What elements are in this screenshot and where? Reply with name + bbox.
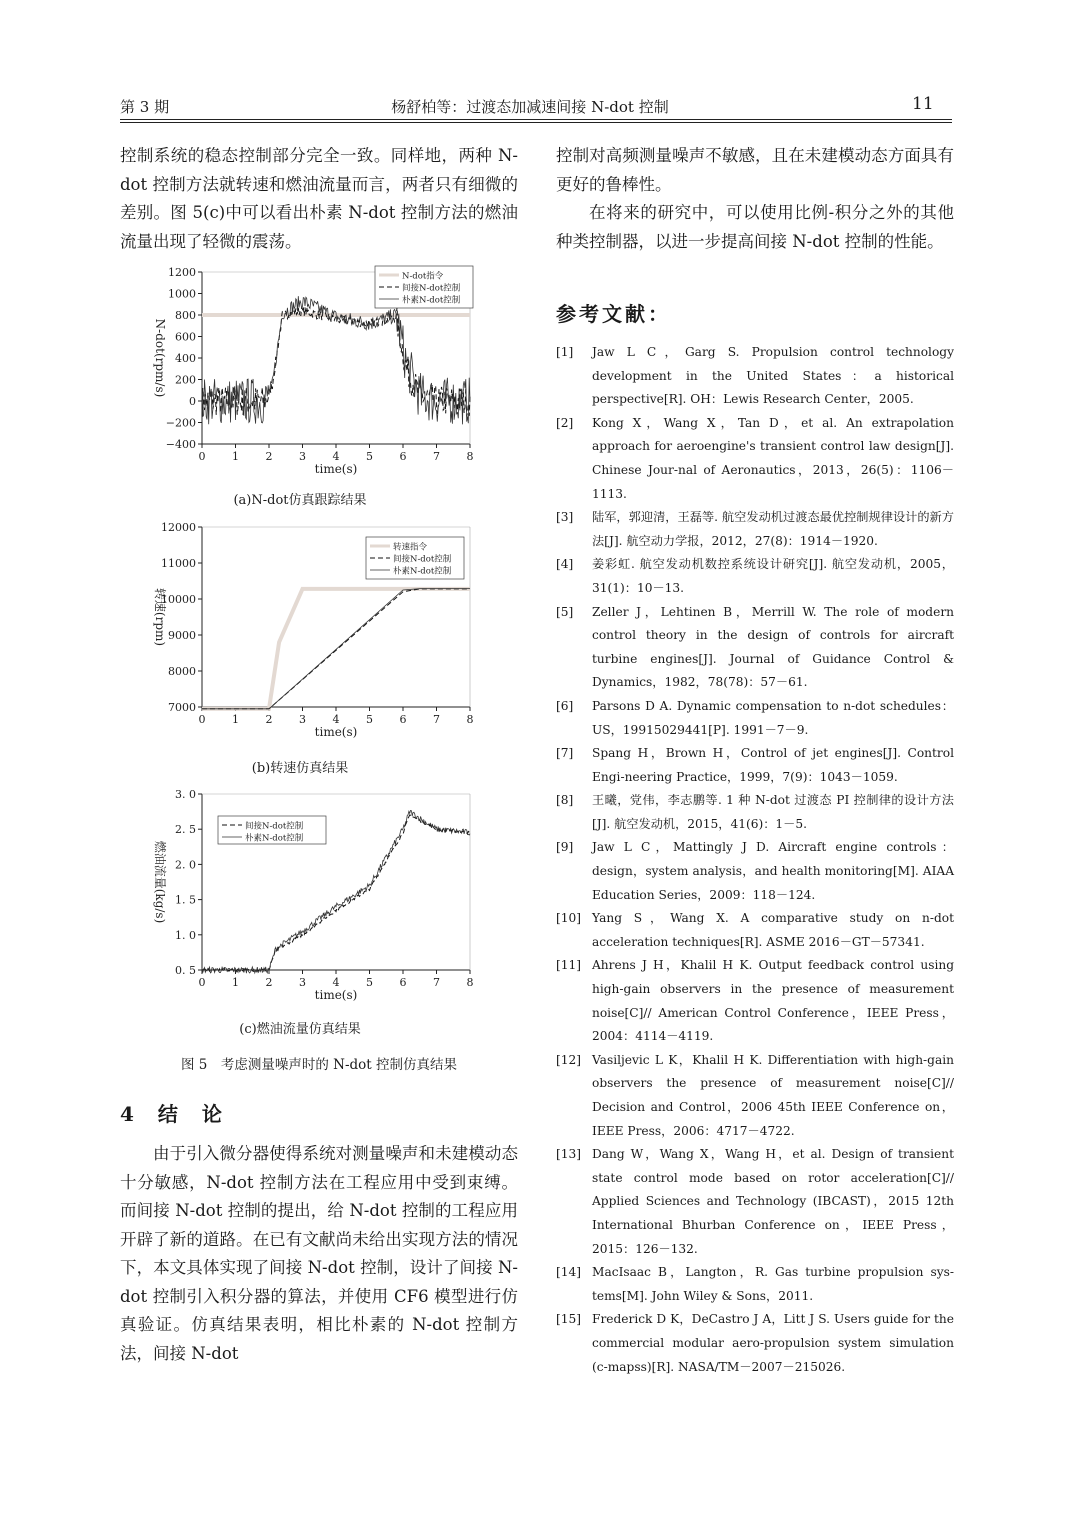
x-tick-label: 2: [265, 450, 273, 463]
reference-item: [556, 695, 954, 742]
right-para1: 控制对高频测量噪声不敏感，且在未建模动态方面具有更好的鲁棒性。: [556, 146, 954, 194]
y-tick-label: 800: [175, 309, 196, 322]
reference-item: [556, 341, 954, 412]
figure5-subplot-b: [120, 515, 540, 760]
figure5-subplot-a: [120, 258, 540, 506]
x-tick-label: 2: [265, 713, 273, 726]
section4-body: 由于引入微分器使得系统对测量噪声和未建模动态十分敏感，N-dot 控制方法在工程应用中受到束缚。而间接 N-dot 控制的提出，给 N-dot 控制的工程应用开辟了新的道路。在已有文献尚未给出实现方法的情况下，本文具体实现了间接 N-dot 控制，设计了间接 N-dot 控制引入积分器的算法，并使用 CF6 模型进行仿真验证。仿真结果表明，相比朴素的 N-dot 控制方法，间接 N-dot: [120, 1144, 518, 1363]
chart-b-svg: [120, 515, 540, 760]
y-axis-label: 转速(rpm): [153, 587, 167, 647]
legend-label: 间接N-dot控制: [245, 821, 304, 832]
right-paragraphs: [556, 142, 954, 256]
section4-heading: 4 结 论: [120, 1102, 224, 1126]
reference-number: [12]: [556, 1052, 582, 1067]
x-tick-label: 7: [433, 976, 440, 989]
right-para2: 在将来的研究中，可以使用比例-积分之外的其他种类控制器，以进一步提高间接 N-dot 控制的性能。: [556, 203, 954, 251]
chart-c-svg: [120, 782, 540, 1022]
reference-item: [556, 1143, 954, 1261]
x-tick-label: 7: [433, 713, 440, 726]
y-tick-label: 10000: [161, 593, 196, 606]
reference-item: [556, 836, 954, 907]
subcaption-c: (c)燃油流量仿真结果: [239, 1022, 361, 1037]
x-tick-label: 8: [466, 450, 474, 463]
reference-text: Zeller J，Lehtinen B，Merrill W. The role of modern control theory in the design of controls for aircraft turbine engines[J]. Journal of Guidance Control & Dynamics，1982，78(78)：57－61.: [592, 604, 954, 690]
reference-text: Jaw L C，Garg S. Propulsion control technology development in the United States：a historical perspective[R]. OH：Lewis Research Center，2005.: [592, 345, 954, 407]
x-tick-label: 8: [466, 713, 474, 726]
reference-number: [5]: [556, 604, 574, 619]
x-tick-label: 3: [299, 450, 306, 463]
figure5-subplot-c: [120, 782, 540, 1022]
reference-number: [9]: [556, 840, 574, 855]
x-tick-label: 0: [198, 976, 206, 989]
header-issue: 第 3 期: [120, 98, 170, 116]
reference-text: Vasiljevic L K，Khalil H K. Differentiation with high-gain observers the presence of measurement noise[C]// Decision and Control，2006 45th IEEE Conference on，IEEE Press，2006：4717－4722.: [592, 1052, 954, 1138]
x-tick-label: 6: [399, 713, 407, 726]
reference-number: [7]: [556, 746, 574, 761]
series-line: [202, 589, 470, 709]
reference-number: [11]: [556, 958, 582, 973]
x-tick-label: 5: [366, 450, 373, 463]
reference-number: [8]: [556, 793, 574, 808]
chart-a-svg: [120, 258, 540, 506]
figure5-caption: 图 5 考虑测量噪声时的 N-dot 控制仿真结果: [180, 1057, 458, 1073]
x-tick-label: 3: [299, 976, 306, 989]
x-tick-label: 1: [232, 450, 239, 463]
y-tick-label: 9000: [168, 629, 196, 642]
y-tick-label: 11000: [161, 557, 196, 570]
x-tick-label: 6: [399, 450, 407, 463]
series-line: [202, 589, 470, 709]
x-tick-label: 2: [265, 976, 273, 989]
x-tick-label: 4: [332, 976, 340, 989]
legend-label: 转速指令: [393, 542, 428, 553]
reference-text: Ahrens J H，Khalil H K. Output feedback control using high-gain observers in the presence of measurement noise[C]// American Control Conference，IEEE Press，2004：4114－4119.: [592, 958, 954, 1044]
header-title: 杨舒柏等：过渡态加减速间接 N-dot 控制: [391, 98, 669, 116]
reference-number: [2]: [556, 415, 574, 430]
reference-item: [556, 601, 954, 695]
x-tick-label: 0: [198, 450, 206, 463]
reference-text: Dang W，Wang X，Wang H，et al. Design of transient state control mode based on rotor acceleration[C]// Applied Sciences and Technology (IBCAST)，2015 12th International Bhurban Conference on，IEEE Press，2015：126－132.: [592, 1147, 954, 1256]
reference-number: [6]: [556, 698, 574, 713]
reference-text: 王曦，党伟，李志鹏等. 1 种 N-dot 过渡态 PI 控制律的设计方法[J]. 航空发动机，2015，41(6)：1－5.: [592, 793, 954, 831]
header-rule-double: [120, 122, 952, 123]
y-tick-label: 1000: [168, 287, 196, 301]
reference-item: [556, 1308, 954, 1379]
reference-number: [14]: [556, 1265, 582, 1280]
y-tick-label: 1. 5: [175, 893, 196, 907]
y-tick-label: 1200: [168, 266, 196, 279]
legend-label: 朴素N-dot控制: [245, 833, 304, 844]
reference-item: [556, 954, 954, 1048]
y-tick-label: 2. 5: [175, 823, 196, 837]
reference-text: Frederick D K，DeCastro J A，Litt J S. Users guide for the commercial modular aero-propulsion system simulation (c-mapss)[R]. NASA/TM－2007－215026.: [592, 1312, 954, 1374]
reference-number: [15]: [556, 1312, 582, 1327]
subcaption-a: (a)N-dot仿真跟踪结果: [233, 493, 367, 508]
reference-item: [556, 907, 954, 954]
y-axis-label: 燃油流量(kg/s): [153, 840, 167, 924]
legend-label: 间接N-dot控制: [393, 554, 452, 565]
reference-number: [1]: [556, 345, 574, 359]
x-tick-label: 3: [299, 713, 306, 726]
reference-text: Kong X，Wang X，Tan D，et al. An extrapolation approach for aeroengine's transient control law design[J]. Chinese Jour-nal of Aeronautics，2013，26(5)：1106－1113.: [592, 415, 954, 501]
reference-text: 陆军，郭迎清，王磊等. 航空发动机过渡态最优控制规律设计的新方法[J]. 航空动力学报，2012，27(8)：1914－1920.: [592, 510, 954, 548]
legend-label: 朴素N-dot控制: [402, 295, 461, 306]
reference-number: [13]: [556, 1147, 582, 1162]
references-heading: 参考文献：: [556, 302, 671, 326]
x-tick-label: 5: [366, 976, 373, 989]
y-tick-label: 12000: [161, 521, 196, 534]
y-tick-label: 200: [175, 373, 196, 387]
y-tick-label: 3. 0: [175, 788, 196, 801]
legend-label: 间接N-dot控制: [402, 283, 461, 294]
x-tick-label: 1: [232, 976, 239, 989]
reference-item: [556, 412, 954, 506]
y-tick-label: 8000: [168, 665, 196, 678]
reference-item: [556, 553, 954, 600]
reference-text: 姜彩虹. 航空发动机数控系统设计研究[J]. 航空发动机，2005，31(1)：10－13.: [592, 557, 954, 595]
y-tick-label: −400: [165, 438, 196, 451]
x-tick-label: 8: [466, 976, 474, 989]
reference-text: MacIsaac B，Langton，R. Gas turbine propulsion sys-tems[M]. John Wiley & Sons，2011.: [592, 1265, 954, 1303]
series-line: [202, 589, 470, 709]
header-page-number: 11: [912, 94, 934, 114]
references-list: [556, 341, 954, 1379]
reference-number: [3]: [556, 510, 574, 525]
x-tick-label: 4: [332, 713, 340, 726]
y-tick-label: 0. 5: [175, 964, 196, 977]
y-tick-label: 0: [189, 395, 196, 408]
x-tick-label: 7: [433, 450, 440, 463]
reference-item: [556, 1049, 954, 1143]
legend-label: 朴素N-dot控制: [393, 566, 452, 577]
x-axis-label: time(s): [314, 462, 358, 476]
x-tick-label: 6: [399, 976, 407, 989]
reference-item: [556, 742, 954, 789]
legend-label: N-dot指令: [402, 271, 444, 282]
x-axis-label: time(s): [314, 988, 358, 1002]
reference-item: [556, 1261, 954, 1308]
header-rule: [120, 119, 952, 120]
reference-item: [556, 789, 954, 836]
reference-item: [556, 506, 954, 553]
y-axis-label: N-dot(rpm/s): [153, 318, 167, 398]
reference-text: Jaw L C，Mattingly J D. Aircraft engine controls：design，system analysis，and health monitoring[M]. AIAA Education Series，2009：118－124.: [592, 840, 954, 902]
reference-number: [10]: [556, 911, 582, 926]
reference-number: [4]: [556, 557, 574, 572]
subcaption-b: (b)转速仿真结果: [251, 761, 349, 776]
x-tick-label: 0: [198, 713, 206, 726]
y-tick-label: −200: [165, 416, 196, 430]
y-tick-label: 2. 0: [175, 858, 196, 872]
y-tick-label: 400: [175, 352, 196, 365]
y-tick-label: 7000: [168, 701, 196, 714]
x-tick-label: 4: [332, 450, 340, 463]
y-tick-label: 1. 0: [175, 928, 196, 942]
reference-text: Spang H，Brown H，Control of jet engines[J]. Control Engi-neering Practice，1999，7(9)：1043－1059.: [592, 746, 954, 784]
x-tick-label: 5: [366, 713, 373, 726]
reference-text: Parsons D A. Dynamic compensation to n-dot schedules：US，19915029441[P]. 1991－7－9.: [592, 698, 954, 737]
left-intro-paragraph: 控制系统的稳态控制部分完全一致。同样地，两种 N-dot 控制方法就转速和燃油流量而言，两者只有细微的差别。图 5(c)中可以看出朴素 N-dot 控制方法的燃油流量出现了轻微的震荡。: [120, 146, 518, 251]
x-tick-label: 1: [232, 713, 239, 726]
x-axis-label: time(s): [314, 725, 358, 739]
y-tick-label: 600: [175, 330, 196, 344]
reference-text: Yang S，Wang X. A comparative study on n-dot acceleration techniques[R]. ASME 2016－GT－57341.: [592, 911, 954, 949]
